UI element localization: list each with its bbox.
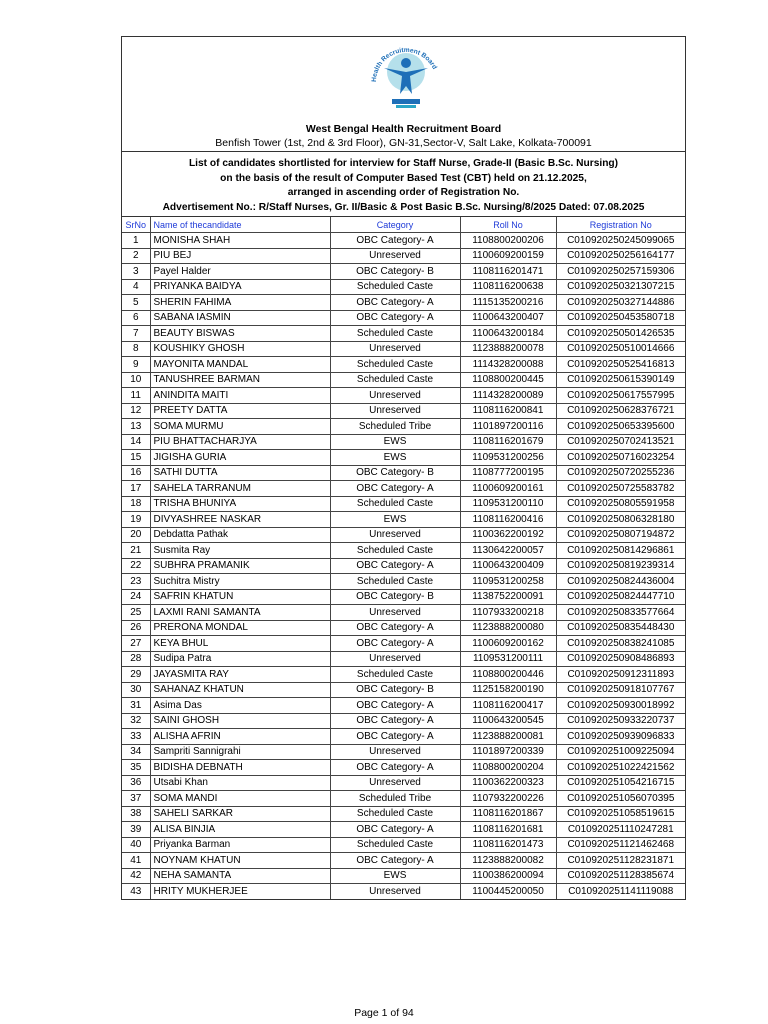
row-srno: 5 bbox=[122, 295, 150, 311]
row-roll: 1108116201681 bbox=[460, 822, 556, 838]
row-roll: 1108116201473 bbox=[460, 837, 556, 853]
row-roll: 1108800200204 bbox=[460, 760, 556, 776]
row-category: Unreserved bbox=[330, 605, 460, 621]
table-row bbox=[122, 853, 685, 869]
row-name: BEAUTY BISWAS bbox=[150, 326, 330, 342]
row-roll: 1108777200195 bbox=[460, 465, 556, 481]
row-roll: 1107932200226 bbox=[460, 791, 556, 807]
table-row bbox=[122, 713, 685, 729]
row-roll: 1115135200216 bbox=[460, 295, 556, 311]
row-srno: 40 bbox=[122, 837, 150, 853]
row-srno: 28 bbox=[122, 651, 150, 667]
table-row bbox=[122, 884, 685, 900]
row-registration: C010920250933220737 bbox=[556, 713, 685, 729]
col-category: Category bbox=[330, 217, 460, 233]
row-category: OBC Category- A bbox=[330, 853, 460, 869]
row-name: LAXMI RANI SAMANTA bbox=[150, 605, 330, 621]
row-registration: C010920250720255236 bbox=[556, 465, 685, 481]
row-srno: 19 bbox=[122, 512, 150, 528]
row-srno: 16 bbox=[122, 465, 150, 481]
row-srno: 42 bbox=[122, 868, 150, 884]
row-registration: C010920250257159306 bbox=[556, 264, 685, 280]
col-registration: Registration No bbox=[556, 217, 685, 233]
org-name: West Bengal Health Recruitment Board bbox=[305, 123, 502, 135]
row-registration: C010920250256164177 bbox=[556, 248, 685, 264]
table-header-row bbox=[122, 217, 685, 233]
row-registration: C010920250833577664 bbox=[556, 605, 685, 621]
row-name: SAHELI SARKAR bbox=[150, 806, 330, 822]
notice-line: Advertisement No.: R/Staff Nurses, Gr. II/Basic & Post Basic B.Sc. Nursing/8/2025 Dated: 07.08.2025 bbox=[162, 202, 645, 214]
table-row bbox=[122, 527, 685, 543]
row-name: PRIYANKA BAIDYA bbox=[150, 279, 330, 295]
row-name: SAHANAZ KHATUN bbox=[150, 682, 330, 698]
row-roll: 1100362200323 bbox=[460, 775, 556, 791]
row-roll: 1108800200445 bbox=[460, 372, 556, 388]
document-frame bbox=[121, 36, 686, 900]
row-srno: 26 bbox=[122, 620, 150, 636]
table-row bbox=[122, 543, 685, 559]
row-srno: 24 bbox=[122, 589, 150, 605]
row-name: SOMA MURMU bbox=[150, 419, 330, 435]
table-row bbox=[122, 682, 685, 698]
table-row bbox=[122, 775, 685, 791]
table-row bbox=[122, 558, 685, 574]
candidate-table bbox=[122, 217, 685, 899]
row-category: EWS bbox=[330, 868, 460, 884]
row-roll: 1108800200206 bbox=[460, 233, 556, 249]
row-category: Unreserved bbox=[330, 388, 460, 404]
row-registration: C010920250814296861 bbox=[556, 543, 685, 559]
row-srno: 22 bbox=[122, 558, 150, 574]
table-row bbox=[122, 574, 685, 590]
row-name: SHERIN FAHIMA bbox=[150, 295, 330, 311]
row-category: OBC Category- A bbox=[330, 620, 460, 636]
row-name: SATHI DUTTA bbox=[150, 465, 330, 481]
row-category: OBC Category- B bbox=[330, 264, 460, 280]
table-row bbox=[122, 698, 685, 714]
row-srno: 41 bbox=[122, 853, 150, 869]
row-category: OBC Category- A bbox=[330, 295, 460, 311]
notice-line: arranged in ascending order of Registration No. bbox=[287, 187, 520, 199]
row-roll: 1114328200088 bbox=[460, 357, 556, 373]
row-registration: C010920250702413521 bbox=[556, 434, 685, 450]
row-name: Susmita Ray bbox=[150, 543, 330, 559]
row-name: MAYONITA MANDAL bbox=[150, 357, 330, 373]
table-row bbox=[122, 605, 685, 621]
table-row bbox=[122, 434, 685, 450]
row-srno: 2 bbox=[122, 248, 150, 264]
row-name: BIDISHA DEBNATH bbox=[150, 760, 330, 776]
row-registration: C010920250327144886 bbox=[556, 295, 685, 311]
notice-line: on the basis of the result of Computer Based Test (CBT) held on 21.12.2025, bbox=[220, 172, 587, 184]
table-row bbox=[122, 465, 685, 481]
row-roll: 1130642200057 bbox=[460, 543, 556, 559]
row-srno: 4 bbox=[122, 279, 150, 295]
table-row bbox=[122, 279, 685, 295]
row-registration: C010920250918107767 bbox=[556, 682, 685, 698]
row-category: Scheduled Tribe bbox=[330, 419, 460, 435]
row-roll: 1108116200416 bbox=[460, 512, 556, 528]
letterhead bbox=[122, 37, 685, 152]
row-roll: 1100362200192 bbox=[460, 527, 556, 543]
row-registration: C010920250321307215 bbox=[556, 279, 685, 295]
row-category: Unreserved bbox=[330, 403, 460, 419]
row-roll: 1109531200256 bbox=[460, 450, 556, 466]
row-srno: 20 bbox=[122, 527, 150, 543]
table-row bbox=[122, 729, 685, 745]
row-roll: 1108116201471 bbox=[460, 264, 556, 280]
row-roll: 1100609200162 bbox=[460, 636, 556, 652]
row-registration: C010920250653395600 bbox=[556, 419, 685, 435]
col-roll: Roll No bbox=[460, 217, 556, 233]
row-category: OBC Category- A bbox=[330, 760, 460, 776]
row-srno: 11 bbox=[122, 388, 150, 404]
row-roll: 1108800200446 bbox=[460, 667, 556, 683]
table-row bbox=[122, 667, 685, 683]
row-category: Scheduled Caste bbox=[330, 372, 460, 388]
row-srno: 17 bbox=[122, 481, 150, 497]
row-name: JIGISHA GURIA bbox=[150, 450, 330, 466]
row-category: Unreserved bbox=[330, 341, 460, 357]
row-srno: 32 bbox=[122, 713, 150, 729]
row-registration: C010920251128231871 bbox=[556, 853, 685, 869]
row-registration: C010920251058519615 bbox=[556, 806, 685, 822]
row-srno: 43 bbox=[122, 884, 150, 900]
row-name: ANINDITA MAITI bbox=[150, 388, 330, 404]
row-name: NEHA SAMANTA bbox=[150, 868, 330, 884]
row-registration: C010920250716023254 bbox=[556, 450, 685, 466]
row-name: HRITY MUKHERJEE bbox=[150, 884, 330, 900]
row-roll: 1108116201679 bbox=[460, 434, 556, 450]
row-roll: 1114328200089 bbox=[460, 388, 556, 404]
row-srno: 27 bbox=[122, 636, 150, 652]
row-registration: C010920250807194872 bbox=[556, 527, 685, 543]
row-category: OBC Category- A bbox=[330, 233, 460, 249]
row-registration: C010920250838241085 bbox=[556, 636, 685, 652]
table-row bbox=[122, 837, 685, 853]
notice-block bbox=[122, 152, 685, 217]
row-category: OBC Category- A bbox=[330, 310, 460, 326]
row-registration: C010920250617557995 bbox=[556, 388, 685, 404]
row-roll: 1108116200417 bbox=[460, 698, 556, 714]
col-srno: SrNo bbox=[122, 217, 150, 233]
table-row bbox=[122, 806, 685, 822]
row-registration: C010920250824436004 bbox=[556, 574, 685, 590]
table-row bbox=[122, 248, 685, 264]
table-row bbox=[122, 372, 685, 388]
row-category: OBC Category- A bbox=[330, 481, 460, 497]
row-registration: C010920250628376721 bbox=[556, 403, 685, 419]
row-category: OBC Category- A bbox=[330, 822, 460, 838]
row-roll: 1100386200094 bbox=[460, 868, 556, 884]
row-category: Scheduled Caste bbox=[330, 574, 460, 590]
row-roll: 1123888200078 bbox=[460, 341, 556, 357]
row-registration: C010920250908486893 bbox=[556, 651, 685, 667]
row-registration: C010920251110247281 bbox=[556, 822, 685, 838]
row-name: SAINI GHOSH bbox=[150, 713, 330, 729]
row-category: OBC Category- B bbox=[330, 682, 460, 698]
row-registration: C010920251128385674 bbox=[556, 868, 685, 884]
row-category: Unreserved bbox=[330, 527, 460, 543]
row-category: OBC Category- A bbox=[330, 636, 460, 652]
row-category: Scheduled Caste bbox=[330, 357, 460, 373]
row-roll: 1100609200159 bbox=[460, 248, 556, 264]
row-name: SABANA IASMIN bbox=[150, 310, 330, 326]
table-row bbox=[122, 310, 685, 326]
row-roll: 1107933200218 bbox=[460, 605, 556, 621]
table-row bbox=[122, 388, 685, 404]
row-registration: C010920251054216715 bbox=[556, 775, 685, 791]
row-category: OBC Category- B bbox=[330, 589, 460, 605]
row-registration: C010920250912311893 bbox=[556, 667, 685, 683]
table-row bbox=[122, 403, 685, 419]
row-category: Unreserved bbox=[330, 248, 460, 264]
row-srno: 35 bbox=[122, 760, 150, 776]
row-name: SAFRIN KHATUN bbox=[150, 589, 330, 605]
table-row bbox=[122, 512, 685, 528]
row-srno: 33 bbox=[122, 729, 150, 745]
table-row bbox=[122, 496, 685, 512]
page-number: Page 1 of 94 bbox=[354, 1007, 414, 1019]
row-category: Scheduled Caste bbox=[330, 667, 460, 683]
row-name: NOYNAM KHATUN bbox=[150, 853, 330, 869]
row-roll: 1101897200116 bbox=[460, 419, 556, 435]
row-srno: 31 bbox=[122, 698, 150, 714]
row-roll: 1123888200080 bbox=[460, 620, 556, 636]
row-roll: 1109531200258 bbox=[460, 574, 556, 590]
notice-line: List of candidates shortlisted for interview for Staff Nurse, Grade-II (Basic B.Sc. Nursing) bbox=[188, 158, 619, 169]
row-name: Payel Halder bbox=[150, 264, 330, 280]
table-row bbox=[122, 620, 685, 636]
row-category: OBC Category- A bbox=[330, 558, 460, 574]
row-roll: 1108116200841 bbox=[460, 403, 556, 419]
row-name: Priyanka Barman bbox=[150, 837, 330, 853]
row-srno: 15 bbox=[122, 450, 150, 466]
row-roll: 1100643200407 bbox=[460, 310, 556, 326]
row-category: Unreserved bbox=[330, 651, 460, 667]
row-category: Scheduled Caste bbox=[330, 279, 460, 295]
table-row bbox=[122, 636, 685, 652]
row-category: Scheduled Caste bbox=[330, 806, 460, 822]
row-roll: 1109531200111 bbox=[460, 651, 556, 667]
row-name: PREETY DATTA bbox=[150, 403, 330, 419]
row-roll: 1100643200409 bbox=[460, 558, 556, 574]
row-registration: C010920250930018992 bbox=[556, 698, 685, 714]
row-registration: C010920250501426535 bbox=[556, 326, 685, 342]
row-registration: C010920250819239314 bbox=[556, 558, 685, 574]
row-srno: 7 bbox=[122, 326, 150, 342]
row-srno: 8 bbox=[122, 341, 150, 357]
row-roll: 1123888200082 bbox=[460, 853, 556, 869]
row-name: MONISHA SHAH bbox=[150, 233, 330, 249]
row-name: KEYA BHUL bbox=[150, 636, 330, 652]
row-registration: C010920250805591958 bbox=[556, 496, 685, 512]
table-row bbox=[122, 419, 685, 435]
row-roll: 1108116200638 bbox=[460, 279, 556, 295]
table-row bbox=[122, 760, 685, 776]
row-name: Asima Das bbox=[150, 698, 330, 714]
row-name: JAYASMITA RAY bbox=[150, 667, 330, 683]
row-roll: 1125158200190 bbox=[460, 682, 556, 698]
table-row bbox=[122, 450, 685, 466]
row-name: Suchitra Mistry bbox=[150, 574, 330, 590]
row-name: ALISHA AFRIN bbox=[150, 729, 330, 745]
row-name: TRISHA BHUNIYA bbox=[150, 496, 330, 512]
row-name: TANUSHREE BARMAN bbox=[150, 372, 330, 388]
row-registration: C010920250835448430 bbox=[556, 620, 685, 636]
row-srno: 23 bbox=[122, 574, 150, 590]
row-roll: 1138752200091 bbox=[460, 589, 556, 605]
table-row bbox=[122, 744, 685, 760]
table-row bbox=[122, 822, 685, 838]
row-srno: 38 bbox=[122, 806, 150, 822]
row-category: EWS bbox=[330, 434, 460, 450]
table-row bbox=[122, 589, 685, 605]
table-row bbox=[122, 233, 685, 249]
svg-text:Health Recruitment Board: Health Recruitment Board bbox=[370, 46, 438, 83]
row-category: Unreserved bbox=[330, 775, 460, 791]
row-registration: C010920250525416813 bbox=[556, 357, 685, 373]
table-row bbox=[122, 651, 685, 667]
row-category: Scheduled Caste bbox=[330, 326, 460, 342]
row-name: KOUSHIKY GHOSH bbox=[150, 341, 330, 357]
row-category: EWS bbox=[330, 450, 460, 466]
row-roll: 1100445200050 bbox=[460, 884, 556, 900]
row-registration: C010920251009225094 bbox=[556, 744, 685, 760]
row-name: Sudipa Patra bbox=[150, 651, 330, 667]
table-row bbox=[122, 341, 685, 357]
table-row bbox=[122, 295, 685, 311]
row-category: OBC Category- A bbox=[330, 698, 460, 714]
row-name: DIVYASHREE NASKAR bbox=[150, 512, 330, 528]
row-name: ALISA BINJIA bbox=[150, 822, 330, 838]
row-roll: 1100643200545 bbox=[460, 713, 556, 729]
row-name: SUBHRA PRAMANIK bbox=[150, 558, 330, 574]
table-row bbox=[122, 357, 685, 373]
row-category: OBC Category- A bbox=[330, 713, 460, 729]
row-name: SOMA MANDI bbox=[150, 791, 330, 807]
row-roll: 1100643200184 bbox=[460, 326, 556, 342]
row-registration: C010920250725583782 bbox=[556, 481, 685, 497]
row-name: PIU BHATTACHARJYA bbox=[150, 434, 330, 450]
row-srno: 9 bbox=[122, 357, 150, 373]
row-srno: 21 bbox=[122, 543, 150, 559]
row-srno: 10 bbox=[122, 372, 150, 388]
table-row bbox=[122, 326, 685, 342]
row-category: Unreserved bbox=[330, 884, 460, 900]
row-name: PRERONA MONDAL bbox=[150, 620, 330, 636]
table-row bbox=[122, 868, 685, 884]
row-registration: C010920250510014666 bbox=[556, 341, 685, 357]
row-registration: C010920251056070395 bbox=[556, 791, 685, 807]
row-srno: 18 bbox=[122, 496, 150, 512]
board-logo bbox=[362, 42, 450, 112]
row-srno: 13 bbox=[122, 419, 150, 435]
row-srno: 34 bbox=[122, 744, 150, 760]
row-category: EWS bbox=[330, 512, 460, 528]
col-name: Name of thecandidate bbox=[150, 217, 330, 233]
row-category: OBC Category- A bbox=[330, 729, 460, 745]
table-row bbox=[122, 264, 685, 280]
row-roll: 1108116201867 bbox=[460, 806, 556, 822]
row-srno: 25 bbox=[122, 605, 150, 621]
row-category: Scheduled Tribe bbox=[330, 791, 460, 807]
row-registration: C010920250806328180 bbox=[556, 512, 685, 528]
row-srno: 1 bbox=[122, 233, 150, 249]
row-srno: 29 bbox=[122, 667, 150, 683]
row-registration: C010920251022421562 bbox=[556, 760, 685, 776]
row-name: Sampriti Sannigrahi bbox=[150, 744, 330, 760]
row-roll: 1123888200081 bbox=[460, 729, 556, 745]
row-srno: 36 bbox=[122, 775, 150, 791]
row-registration: C010920250939096833 bbox=[556, 729, 685, 745]
row-category: OBC Category- B bbox=[330, 465, 460, 481]
row-srno: 37 bbox=[122, 791, 150, 807]
row-registration: C010920251121462468 bbox=[556, 837, 685, 853]
row-category: Scheduled Caste bbox=[330, 543, 460, 559]
row-srno: 12 bbox=[122, 403, 150, 419]
row-roll: 1109531200110 bbox=[460, 496, 556, 512]
row-category: Scheduled Caste bbox=[330, 837, 460, 853]
table-row bbox=[122, 481, 685, 497]
row-name: Debdatta Pathak bbox=[150, 527, 330, 543]
row-name: SAHELA TARRANUM bbox=[150, 481, 330, 497]
row-registration: C010920250245099065 bbox=[556, 233, 685, 249]
row-srno: 14 bbox=[122, 434, 150, 450]
row-registration: C010920250615390149 bbox=[556, 372, 685, 388]
row-roll: 1100609200161 bbox=[460, 481, 556, 497]
row-category: Unreserved bbox=[330, 744, 460, 760]
row-registration: C010920250824447710 bbox=[556, 589, 685, 605]
row-srno: 3 bbox=[122, 264, 150, 280]
row-registration: C010920251141119088 bbox=[556, 884, 685, 900]
row-roll: 1101897200339 bbox=[460, 744, 556, 760]
row-srno: 6 bbox=[122, 310, 150, 326]
row-registration: C010920250453580718 bbox=[556, 310, 685, 326]
row-srno: 39 bbox=[122, 822, 150, 838]
row-category: Scheduled Caste bbox=[330, 496, 460, 512]
row-name: Utsabi Khan bbox=[150, 775, 330, 791]
row-srno: 30 bbox=[122, 682, 150, 698]
table-row bbox=[122, 791, 685, 807]
row-name: PIU BEJ bbox=[150, 248, 330, 264]
org-address: Benfish Tower (1st, 2nd & 3rd Floor), GN-31,Sector-V, Salt Lake, Kolkata-700091 bbox=[215, 137, 592, 149]
